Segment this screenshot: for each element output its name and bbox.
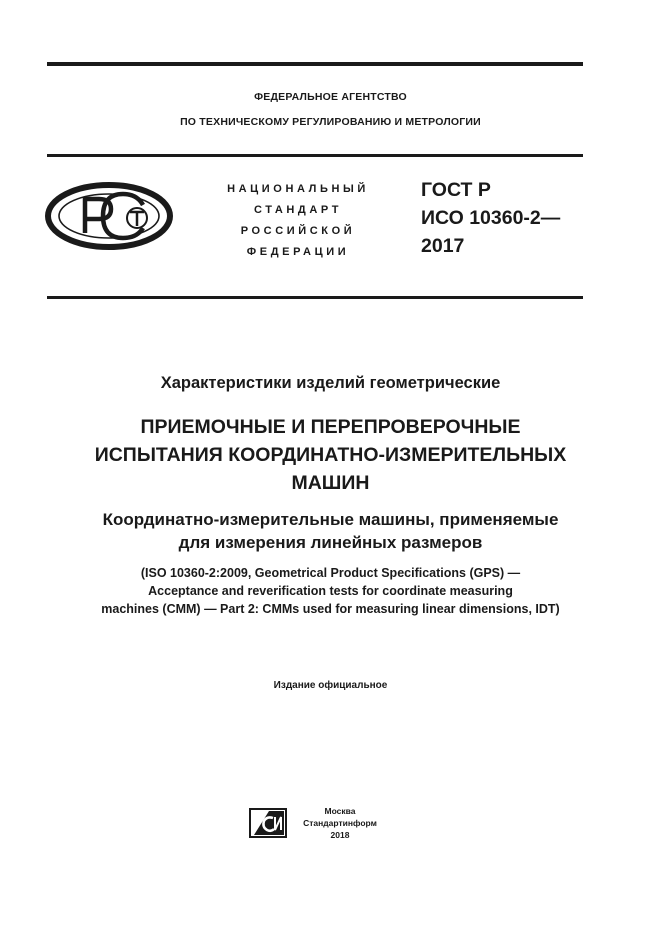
publisher-name: Стандартинформ	[303, 818, 377, 828]
standard-label-line-4: ФЕДЕРАЦИИ	[246, 246, 350, 258]
standard-label-line-1: НАЦИОНАЛЬНЫЙ	[227, 183, 369, 195]
standard-designation	[421, 176, 560, 260]
standartinform-logo-icon	[249, 808, 287, 838]
general-title: Характеристики изделий геометрические	[160, 374, 501, 392]
iso-reference	[0, 564, 661, 618]
publisher-year: 2018	[330, 830, 350, 840]
national-standard-label	[208, 179, 388, 263]
designation-line-2: ИСО 10360-2—	[421, 207, 561, 229]
edition-label: Издание официальное	[273, 680, 388, 691]
iso-reference-line-1: (ISO 10360-2:2009, Geometrical Product Specifications (GPS) —	[140, 566, 521, 580]
standard-label-line-3: РОССИЙСКОЙ	[240, 225, 356, 237]
sub-title-line-1: Координатно-измерительные машины, применяемые	[102, 510, 559, 529]
sub-title-line-2: для измерения линейных размеров	[178, 533, 483, 552]
agency-line-1: ФЕДЕРАЛЬНОЕ АГЕНТСТВО	[254, 91, 407, 103]
rst-certification-mark-icon	[45, 181, 175, 251]
iso-reference-line-3: machines (CMM) — Part 2: CMMs used for measuring linear dimensions, IDT)	[101, 602, 560, 616]
main-title-line-1: ПРИЕМОЧНЫЕ И ПЕРЕПРОВЕРОЧНЫЕ	[140, 416, 521, 438]
publisher-city: Москва	[324, 806, 356, 816]
designation-line-3: 2017	[421, 235, 465, 257]
agency-line-2: ПО ТЕХНИЧЕСКОМУ РЕГУЛИРОВАНИЮ И МЕТРОЛОГИИ	[180, 116, 481, 128]
top-rule	[47, 62, 583, 66]
iso-reference-line-2: Acceptance and reverification tests for coordinate measuring	[148, 584, 513, 598]
designation-line-1: ГОСТ Р	[421, 179, 491, 201]
publisher-block	[296, 805, 384, 841]
main-title-line-3: МАШИН	[291, 472, 370, 494]
main-title	[0, 413, 661, 497]
header-rule	[47, 154, 583, 157]
header-bottom-rule	[47, 296, 583, 299]
standard-label-line-2: СТАНДАРТ	[253, 204, 343, 216]
sub-title	[0, 508, 661, 554]
main-title-line-2: ИСПЫТАНИЯ КООРДИНАТНО-ИЗМЕРИТЕЛЬНЫХ	[94, 444, 567, 466]
